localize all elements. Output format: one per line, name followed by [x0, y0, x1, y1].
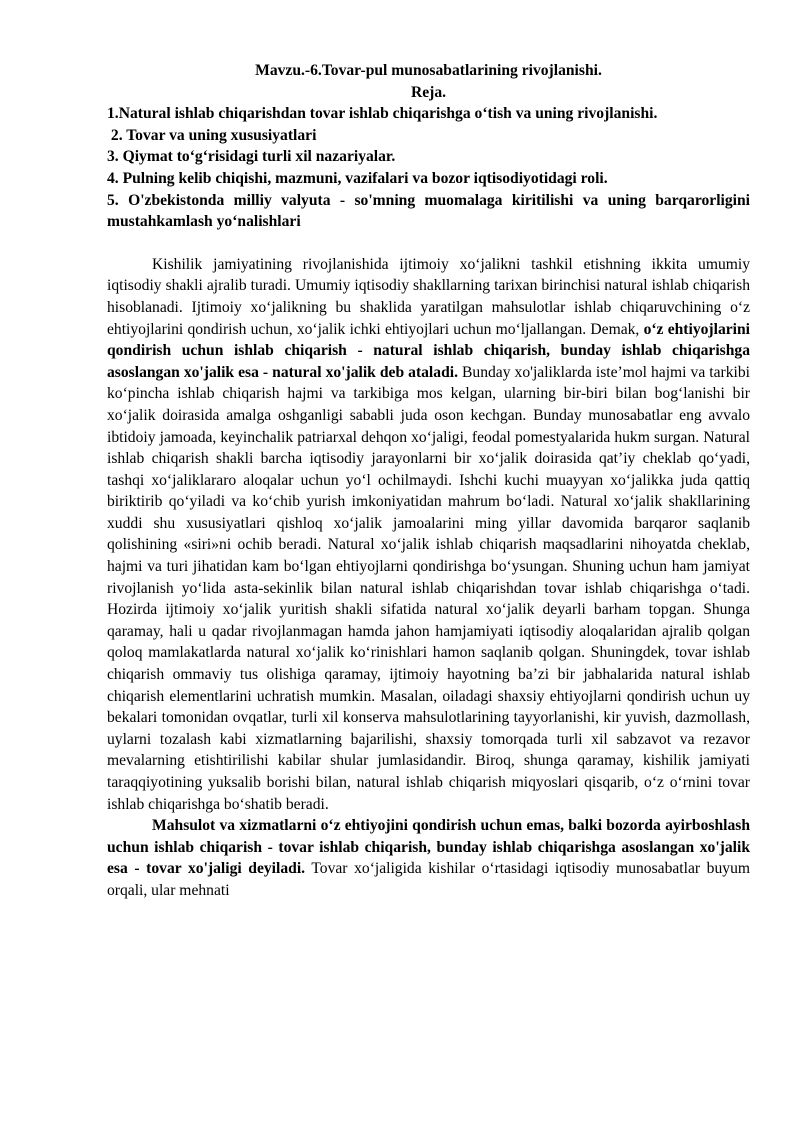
- paragraph-1-text-a: Kishilik jamiyatining rivojlanishida ijtimoiy xo‘jalikni tashkil etishning ikkita umumiy iqtisodiy shakli ajralib turadi. Umumiy iqtisodiy shakllarning tarixan birinchisi natural ishlab chiqarish hisoblanadi. Ijtimoiy xo‘jalikning bu shaklida yaratilgan mahsulotlar ishlab chiqaruvchining o‘z ehtiyojlarini qondirish uchun, xo‘jalik ichki ehtiyojlari uchun mo‘ljallangan. Demak,: [107, 255, 750, 338]
- document-title: Mavzu.-6.Tovar-pul munosabatlarining rivojlanishi.: [255, 62, 602, 79]
- plan-item-2: 2. Tovar va uning xususiyatlari: [107, 126, 317, 144]
- body-text: [107, 254, 750, 902]
- plan-item-5: 5. O'zbekistonda milliy valyuta - so'mning muomalaga kiritilishi va uning barqarorligini mustahkamlash yo‘nalishlari: [107, 191, 750, 231]
- plan-item-4: 4. Pulning kelib chiqishi, mazmuni, vazifalari va bozor iqtisodiyotidagi roli.: [107, 169, 608, 187]
- paragraph-2: [107, 815, 750, 901]
- paragraph-2-definition: Mahsulot va xizmatlarni o‘z ehtiyojini qondirish uchun emas, balki bozorda ayirboshlash uchun ishlab chiqarish - tovar ishlab chiqarish, bunday ishlab chiqarishga asoslangan xo'jalik esa - tovar xo'jaligi deyiladi.: [107, 817, 750, 878]
- plan-heading: Reja.: [410, 83, 447, 101]
- plan-list: [107, 103, 750, 233]
- paragraph-2-text: Tovar xo‘jaligida kishilar o‘rtasidagi iqtisodiy munosabatlar buyum orqali, ular mehnati: [107, 860, 750, 899]
- paragraph-1: [107, 254, 750, 815]
- paragraph-1-definition: o‘z ehtiyojlarini qondirish uchun ishlab chiqarish - natural ishlab chiqarish, bunday ishlab chiqarishga asoslangan xo'jalik esa - natural xo'jalik deb ataladi.: [107, 320, 751, 381]
- plan-item-3: 3. Qiymat to‘g‘risidagi turli xil nazariyalar.: [107, 148, 396, 166]
- document-page: [107, 60, 750, 902]
- spacer: [107, 233, 750, 254]
- plan-item-1: 1.Natural ishlab chiqarishdan tovar ishlab chiqarishga o‘tish va uning rivojlanishi.: [107, 105, 658, 123]
- paragraph-1-text-c: Bunday xo'jaliklarda iste’mol hajmi va tarkibi ko‘pincha ishlab chiqarish hajmi va tarkibiga mos kelgan, ularning bir-biri bilan bog‘lanishi bir xo‘jalik doirasida amalga oshganligi sababli juda oson kechgan. Bunday munosabatlar eng avvalo ibtidoiy jamoada, keyinchalik patriarxal dehqon xo‘jaligi, feodal pomestyalarida hukm surgan. Natural ishlab chiqarish shakli barcha iqtisodiy jarayonlarni bir xo‘jalik doirasida qat’iy cheklab qo‘yadi, tashqi xo‘jaliklararo aloqalar uchun yo‘l ochilmaydi. Ishchi kuchi muayyan xo‘jalikka juda qattiq biriktirib qo‘yiladi va ko‘chib yurish imkoniyatidan mahrum bo‘ladi. Natural xo‘jalik shakllarining xuddi shu xususiyatlari qishloq xo‘jalik jamoalarini ming yillar davomida barqaror saqlanib qolishining «siri»ni ochib beradi. Natural xo‘jalik ishlab chiqarish maqsadlarini nihoyatda cheklab, hajmi va turi jihatidan kam bo‘lgan ehtiyojlarni qondirishga bo‘ysungan. Shuning uchun ham jamiyat rivojlanish yo‘lida asta-sekinlik bilan natural ishlab chiqarishdan tovar ishlab chiqarishga o‘tadi. Hozirda ijtimoiy xo‘jalik yuritish shakli sifatida natural xo‘jalik deyarli barham topgan. Shunga qaramay, hali u qadar rivojlanmagan hamda jahon hamjamiyati iqtisodiy aloqalaridan ajralib qolgan qoloq mamlakatlarda natural xo‘jalik ko‘rinishlari hamon saqlanib qolgan. Shuningdek, tovar ishlab chiqarish ommaviy tus olishiga qaramay, ijtimoiy hayotning ba’zi bir jabhalarida natural ishlab chiqarish elementlarini uchratish mumkin. Masalan, oiladagi shaxsiy ehtiyojlarni qondirish uchun uy bekalari tomonidan ovqatlar, turli xil konserva mahsulotlarining tayyorlanishi, kir yuvish, dazmollash, uylarni tozalash kabi xizmatlarning bajarilishi, shaxsiy tomorqada turli xil sabzavot va rezavor mevalarning etishtirilishi kabilar shular jumlasidandir. Biroq, shunga qaramay, kishilik jamiyati taraqqiyotining yuksalib borishi bilan, natural ishlab chiqarish miqyoslari qisqarib, o‘z o‘rnini tovar ishlab chiqarishga bo‘shatib beradi.: [107, 363, 751, 813]
